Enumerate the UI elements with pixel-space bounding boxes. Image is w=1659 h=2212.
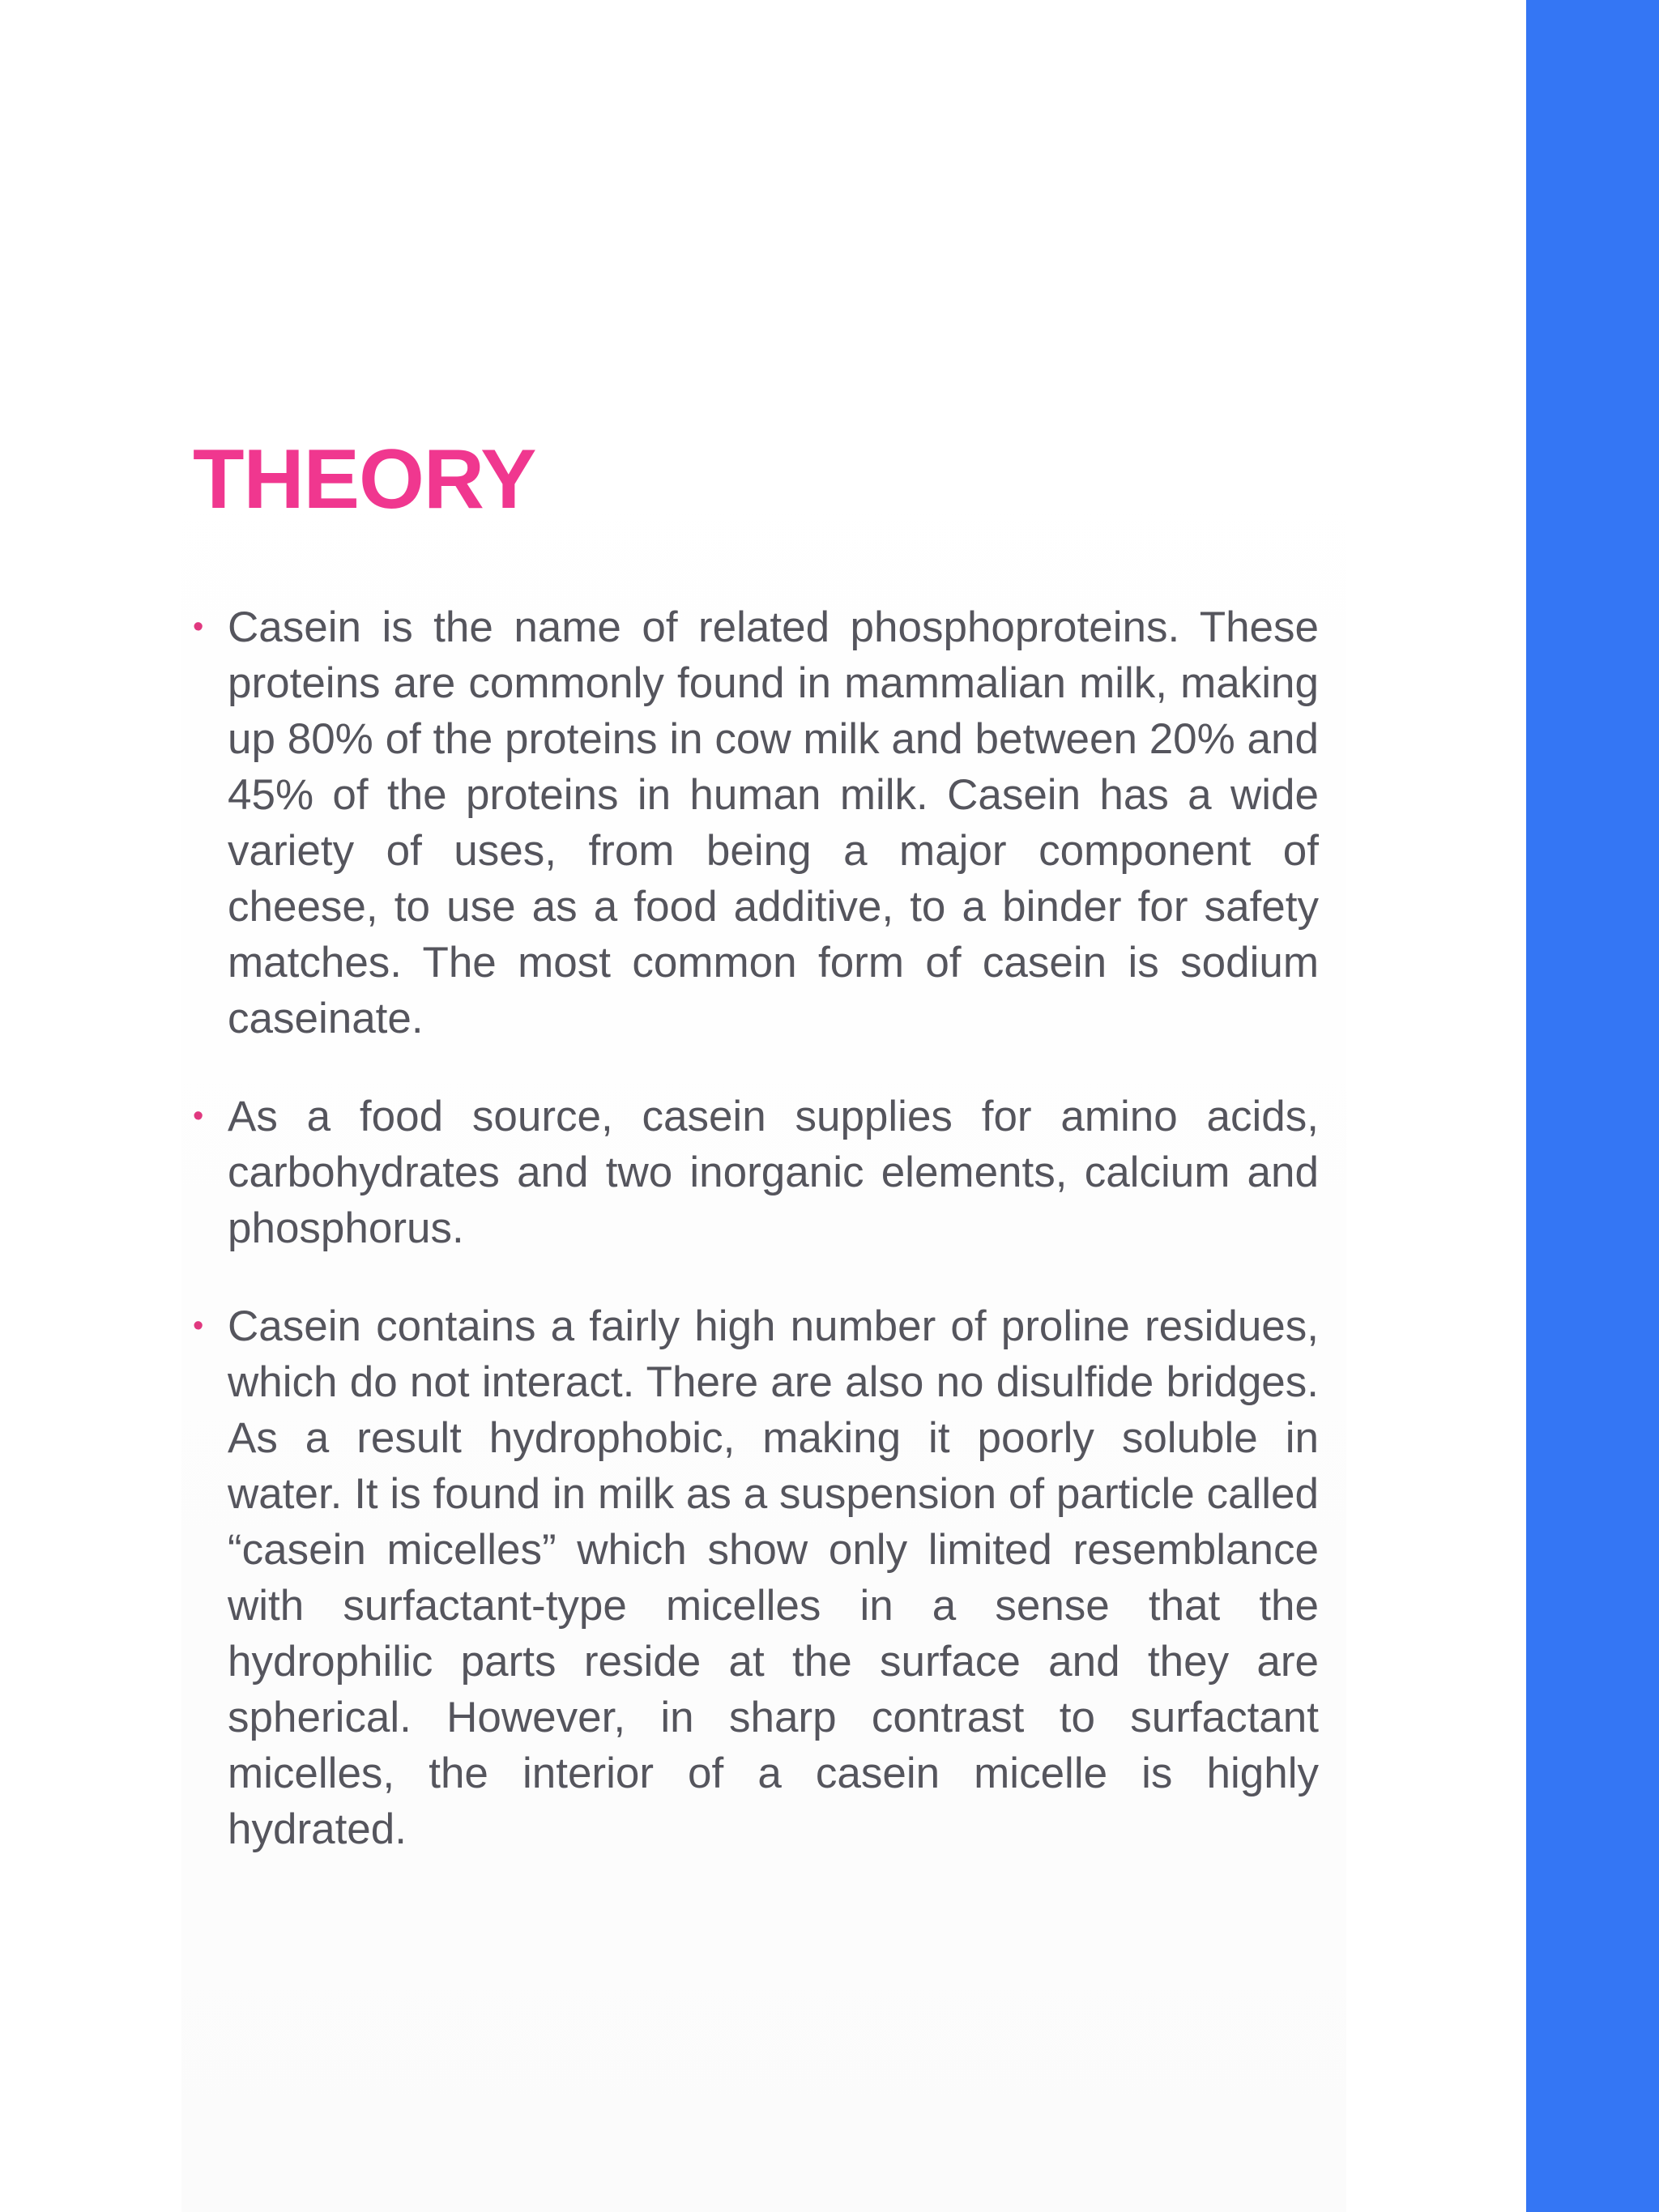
bullet-text: Casein is the name of related phosphoproteins. These proteins are commonly found in mammalian milk, making up 80% of the proteins in cow milk and between 20% and 45% of the proteins in human milk. Casein has a wide variety of uses, from being a major component of cheese, to use as a food additive, to a binder for safety matches. The most common form of casein is sodium caseinate. [228, 603, 1319, 1042]
bullet-item-casein-definition [193, 599, 1319, 1046]
bullet-text: Casein contains a fairly high number of proline residues, which do not interact. There are also no disulfide bridges. As a result hydrophobic, making it poorly soluble in water. It is found in milk as a suspension of particle called “casein micelles” which show only limited resemblance with surfactant-type micelles in a sense that the hydrophilic parts reside at the surface and they are spherical. However, in sharp contrast to surfactant micelles, the interior of a casein micelle is highly hydrated. [228, 1302, 1319, 1853]
bullet-dot-icon: • [193, 610, 204, 644]
right-accent-bar [1526, 0, 1659, 2212]
slide-title: THEORY [193, 433, 536, 526]
bullet-dot-icon: • [193, 1309, 204, 1343]
bullet-text: As a food source, casein supplies for amino acids, carbohydrates and two inorganic elements, calcium and phosphorus. [228, 1093, 1319, 1252]
bullet-dot-icon: • [193, 1099, 204, 1133]
bullet-list [193, 599, 1319, 1899]
bullet-item-food-source [193, 1089, 1319, 1256]
bullet-item-structure [193, 1298, 1319, 1857]
